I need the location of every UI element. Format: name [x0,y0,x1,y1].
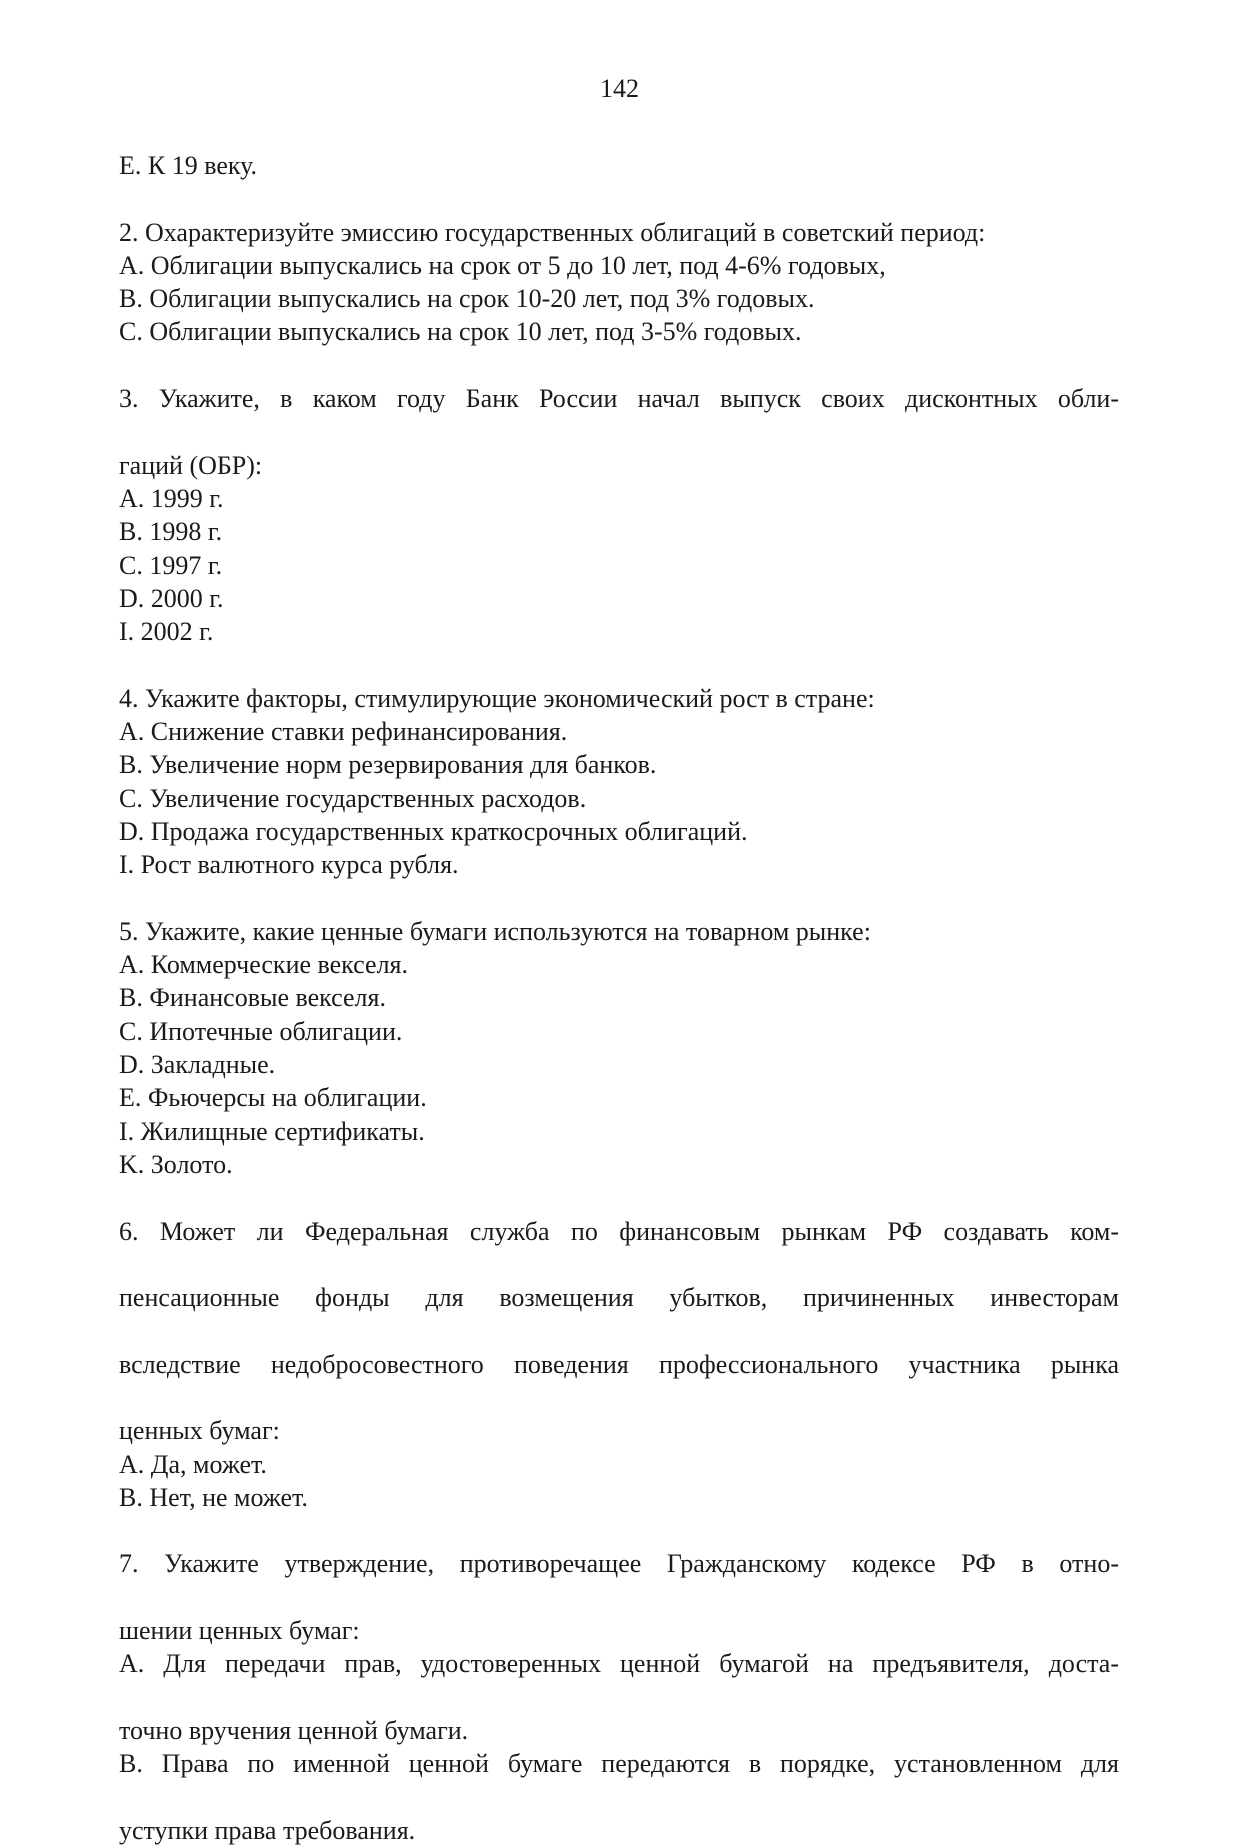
question-block-3 [119,382,1119,648]
question-text-continued: ценных бумаг: [119,1416,280,1446]
question-block-7 [119,1547,1119,1847]
question-text-continued: шении ценных бумаг: [119,1616,360,1646]
question-text: 7. Укажите утверждение, противоречащее Гражданскому кодексе РФ в отно- [119,1549,1119,1579]
answer-option: B. Финансовые векселя. [119,983,386,1013]
question-block-6 [119,1215,1119,1515]
question-text-continued: гаций (ОБР): [119,450,263,480]
answer-option: D. Продажа государственных краткосрочных облигаций. [119,816,748,846]
answer-option: K. Золото. [119,1149,233,1179]
answer-option: I. 2002 г. [119,617,214,647]
answer-option: A. Снижение ставки рефинансирования. [119,717,568,747]
question-text: 5. Укажите, какие ценные бумаги используются на товарном рынке: [119,916,871,946]
question-text-continued: вследствие недобросовестного поведения профессионального участника рынка [119,1349,1119,1379]
question-block-5 [119,915,1119,1181]
answer-option: E. Фьючерсы на облигации. [119,1083,427,1113]
answer-option: A. Для передачи прав, удостоверенных ценной бумагой на предъявителя, доста- [119,1649,1119,1679]
question-text-continued: пенсационные фонды для возмещения убытков, причиненных инвесторам [119,1283,1119,1313]
answer-option: B. Облигации выпускались на срок 10-20 лет, под 3% годовых. [119,284,815,314]
question-text: 4. Укажите факторы, стимулирующие экономический рост в стране: [119,683,875,713]
answer-option: C. Увеличение государственных расходов. [119,783,587,813]
page-number: 142 [600,74,639,103]
question-block-2 [119,216,1119,349]
answer-option: C. Облигации выпускались на срок 10 лет, под 3-5% годовых. [119,317,802,347]
question-block-4 [119,682,1119,882]
answer-option: C. Ипотечные облигации. [119,1016,403,1046]
question-text: 2. Охарактеризуйте эмиссию государственных облигаций в советский период: [119,217,986,247]
answer-option: A. Облигации выпускались на срок от 5 до 10 лет, под 4-6% годовых, [119,250,886,280]
answer-option: A. 1999 г. [119,483,224,513]
answer-option: A. Коммерческие векселя. [119,950,408,980]
answer-option-continued: уступки права требования. [119,1815,416,1845]
answer-option: E. К 19 веку. [119,151,258,180]
question-text: 3. Укажите, в каком году Банк России начал выпуск своих дисконтных обли- [119,384,1119,414]
question-text: 6. Может ли Федеральная служба по финансовым рынкам РФ создавать ком- [119,1216,1119,1246]
answer-option-continued: точно вручения ценной бумаги. [119,1715,469,1745]
answer-option: I. Рост валютного курса рубля. [119,850,459,880]
answer-option: B. Увеличение норм резервирования для банков. [119,750,657,780]
answer-option: B. 1998 г. [119,517,223,547]
answer-option: D. 2000 г. [119,583,224,613]
answer-option: I. Жилищные сертификаты. [119,1116,425,1146]
answer-option: B. Права по именной ценной бумаге передаются в порядке, установленном для [119,1749,1119,1779]
answer-option: B. Нет, не может. [119,1482,308,1512]
page-content [119,149,1119,1847]
answer-option: C. 1997 г. [119,550,223,580]
answer-option: D. Закладные. [119,1050,276,1080]
answer-option: A. Да, может. [119,1449,267,1479]
